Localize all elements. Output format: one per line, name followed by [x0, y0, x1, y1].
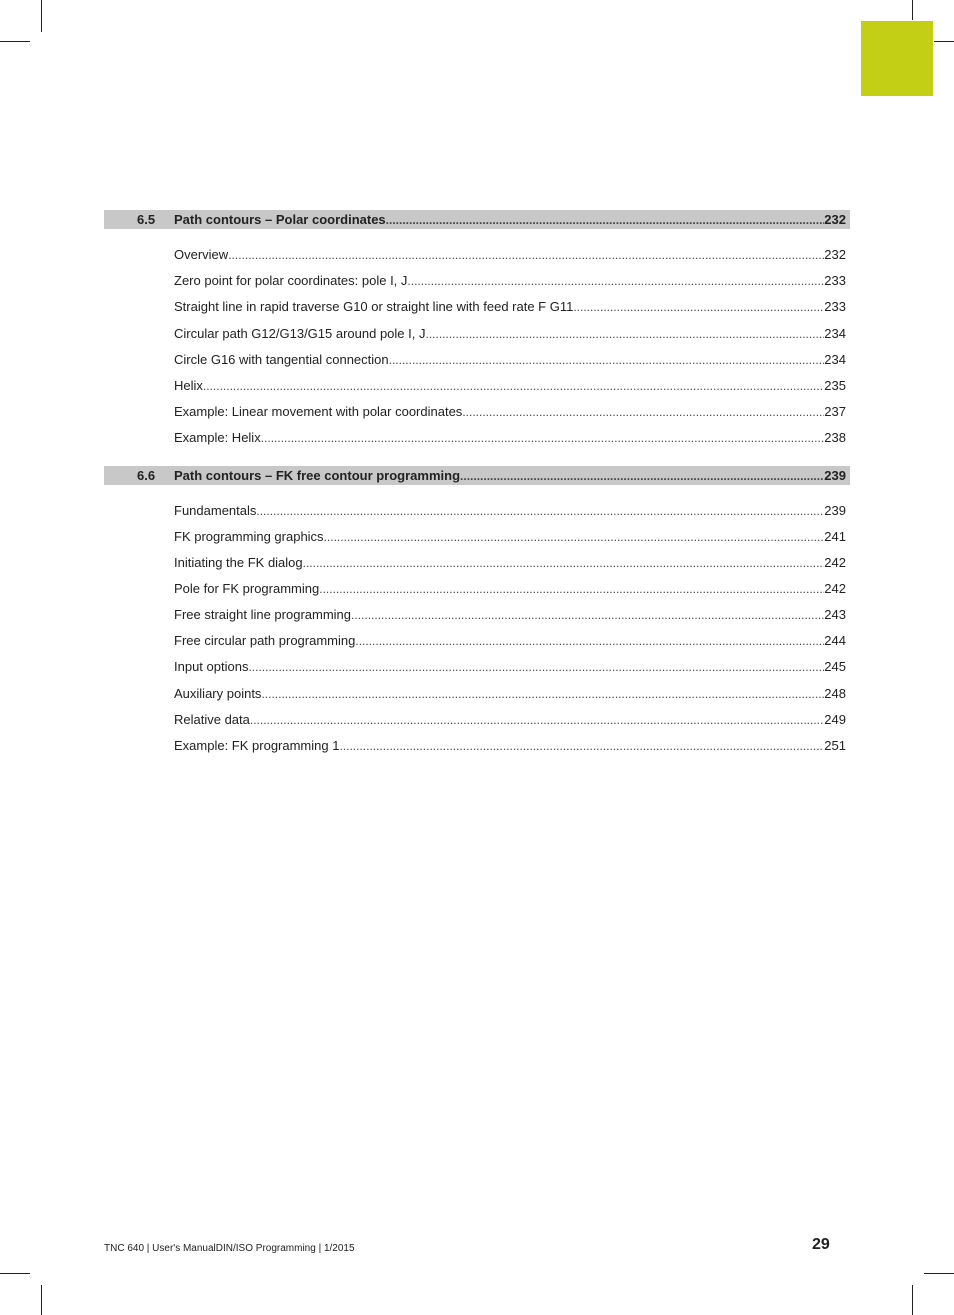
entry-page: 237: [824, 404, 846, 419]
section-title: Path contours – FK free contour programming: [174, 468, 461, 483]
toc-entry[interactable]: [174, 299, 846, 316]
entry-title: Example: FK programming 1: [174, 738, 340, 753]
toc-entry[interactable]: [174, 247, 846, 264]
entry-page: 238: [824, 430, 846, 445]
leader-dots: [261, 431, 825, 445]
leader-dots: [339, 739, 824, 753]
section-title: Path contours – Polar coordinates: [174, 212, 386, 227]
crop-mark-top-right-h: [934, 41, 954, 42]
entry-title: Circular path G12/G13/G15 around pole I, J: [174, 326, 426, 341]
entry-title: Example: Helix: [174, 430, 261, 445]
leader-dots: [256, 504, 824, 518]
toc-entry[interactable]: [174, 326, 846, 343]
toc-entry[interactable]: [174, 659, 846, 676]
toc-entry[interactable]: [174, 633, 846, 650]
leader-dots: [351, 608, 824, 622]
toc-entry[interactable]: [174, 404, 846, 421]
leader-dots: [228, 248, 824, 262]
toc-entry[interactable]: [174, 555, 846, 572]
entry-page: 244: [824, 633, 846, 648]
crop-mark-bottom-left-h: [0, 1273, 30, 1274]
entry-page: 233: [824, 299, 846, 314]
leader-dots: [407, 274, 824, 288]
section-page: 239: [824, 468, 846, 483]
leader-dots: [386, 213, 825, 227]
leader-dots: [460, 469, 824, 483]
leader-dots: [389, 353, 825, 367]
footer-text: TNC 640 | User's ManualDIN/ISO Programming | 1/2015: [104, 1243, 355, 1254]
leader-dots: [425, 327, 824, 341]
leader-dots: [261, 687, 824, 701]
entry-title: Auxiliary points: [174, 686, 262, 701]
chapter-accent-tab: [861, 21, 933, 96]
page-number: 29: [812, 1236, 830, 1253]
entry-title: Free circular path programming: [174, 633, 356, 648]
leader-dots: [324, 530, 825, 544]
section-number: 6.5: [137, 212, 156, 227]
crop-mark-top-left-v: [41, 0, 42, 32]
toc-entry[interactable]: [174, 503, 846, 520]
entry-title: Overview: [174, 247, 229, 262]
crop-mark-bottom-left-v: [41, 1285, 42, 1315]
leader-dots: [319, 582, 824, 596]
toc-entry[interactable]: [174, 352, 846, 369]
entry-title: Example: Linear movement with polar coordinates: [174, 404, 463, 419]
entry-page: 235: [824, 378, 846, 393]
entry-page: 248: [824, 686, 846, 701]
entry-title: Fundamentals: [174, 503, 257, 518]
toc-entry[interactable]: [174, 529, 846, 546]
leader-dots: [573, 300, 824, 314]
entry-page: 233: [824, 273, 846, 288]
entry-page: 239: [824, 503, 846, 518]
entry-page: 251: [824, 738, 846, 753]
entry-title: Straight line in rapid traverse G10 or straight line with feed rate F G11: [174, 299, 574, 314]
section-number: 6.6: [137, 468, 156, 483]
toc-entry[interactable]: [174, 430, 846, 447]
entry-title: Initiating the FK dialog: [174, 555, 303, 570]
entry-page: 234: [824, 352, 846, 367]
entry-page: 245: [824, 659, 846, 674]
entry-page: 234: [824, 326, 846, 341]
leader-dots: [248, 660, 824, 674]
toc-entry[interactable]: [174, 712, 846, 729]
entry-page: 232: [824, 247, 846, 262]
toc-entry[interactable]: [174, 273, 846, 290]
toc-entry[interactable]: [174, 738, 846, 755]
toc-entry[interactable]: [174, 581, 846, 598]
crop-mark-top-right-v: [912, 0, 913, 20]
leader-dots: [250, 713, 824, 727]
leader-dots: [303, 556, 825, 570]
entry-title: Zero point for polar coordinates: pole I, J: [174, 273, 408, 288]
section-page: 232: [824, 212, 846, 227]
entry-page: 249: [824, 712, 846, 727]
entry-title: Input options: [174, 659, 249, 674]
leader-dots: [462, 405, 824, 419]
entry-title: Relative data: [174, 712, 250, 727]
entry-title: FK programming graphics: [174, 529, 324, 544]
toc-entry[interactable]: [174, 607, 846, 624]
entry-title: Helix: [174, 378, 203, 393]
toc-section-header[interactable]: [104, 210, 850, 229]
toc-section-header[interactable]: [104, 466, 850, 485]
entry-title: Pole for FK programming: [174, 581, 320, 596]
crop-mark-bottom-right-h: [924, 1273, 954, 1274]
crop-mark-top-left-h: [0, 41, 30, 42]
entry-page: 243: [824, 607, 846, 622]
toc-entry[interactable]: [174, 378, 846, 395]
crop-mark-bottom-right-v: [912, 1285, 913, 1315]
leader-dots: [355, 634, 824, 648]
entry-title: Free straight line programming: [174, 607, 352, 622]
entry-page: 241: [824, 529, 846, 544]
toc-entry[interactable]: [174, 686, 846, 703]
leader-dots: [203, 379, 824, 393]
entry-page: 242: [824, 555, 846, 570]
entry-page: 242: [824, 581, 846, 596]
entry-title: Circle G16 with tangential connection: [174, 352, 389, 367]
